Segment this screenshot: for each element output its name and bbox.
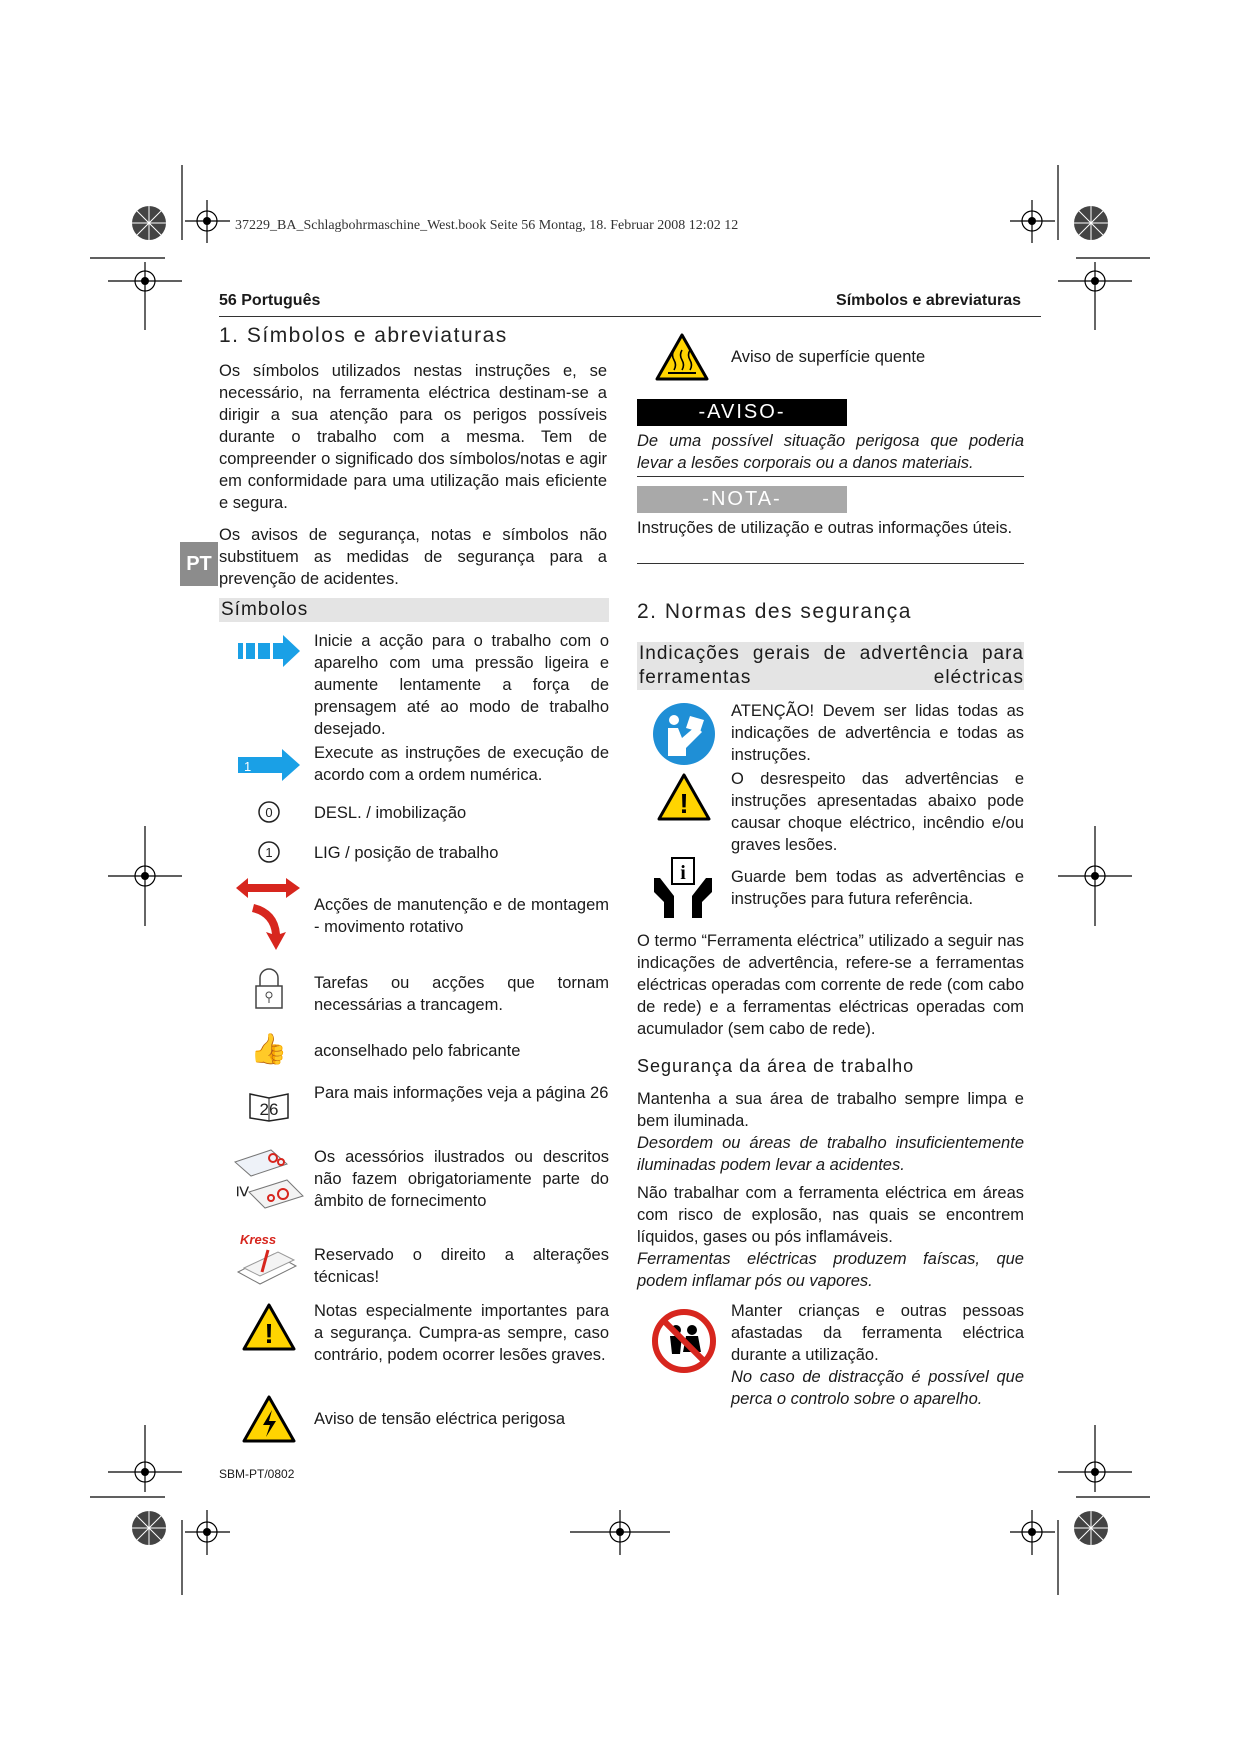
read-manual-icon [652, 702, 716, 771]
symbol-row [219, 1394, 609, 1450]
symbol-text: aconselhado pelo fabricante [314, 1042, 521, 1060]
keep-children-away-note: No caso de distracção é possível que perca o controlo sobre o aparelho. [731, 1368, 1024, 1408]
symbol-row [219, 1082, 609, 1132]
symbol-row [219, 742, 609, 792]
symbol-text: Notas especialmente importantes para a segurança. Cumpra-as sempre, caso contrário, podem ocorrer lesões graves. [314, 1302, 609, 1364]
document-code: SBM-PT/0802 [219, 1467, 295, 1481]
svg-text:Kress: Kress [240, 1232, 277, 1247]
work-area-clean: Mantenha a sua área de trabalho sempre limpa e bem iluminada. [637, 1090, 1024, 1130]
hot-surface-icon [654, 332, 710, 387]
symbol-text: Os acessórios ilustrados ou descritos não fazem obrigatoriamente parte do âmbito de fornecimento [314, 1148, 609, 1210]
svg-text:0: 0 [265, 805, 273, 820]
symbol-row [219, 876, 609, 956]
book-file-line: 37229_BA_Schlagbohrmaschine_West.book Seite 56 Montag, 18. Februar 2008 12:02 12 [235, 218, 739, 233]
on-icon [219, 840, 319, 864]
high-voltage-icon [219, 1394, 319, 1444]
warning-disregard: O desrespeito das advertências e instruções apresentadas abaixo pode causar choque eléctrico, incêndio e/ou graves lesões. [731, 770, 1024, 854]
thumbs-up-icon: 👍 [250, 1033, 288, 1066]
accessories-icon [219, 1142, 319, 1218]
symbol-row [219, 1032, 609, 1072]
symbol-row [219, 1142, 609, 1224]
symbol-text: DESL. / imobilização [314, 804, 467, 822]
off-icon [219, 800, 319, 824]
symbol-text: Tarefas ou acções que tornam necessárias a trancagem. [314, 974, 609, 1014]
no-children-icon [651, 1308, 717, 1379]
explosive-areas-note: Ferramentas eléctricas produzem faíscas, que podem inflamar pós ou vapores. [637, 1250, 1024, 1290]
nota-text: Instruções de utilização e outras informações úteis. [637, 519, 1013, 537]
symbol-text: Inicie a acção para o trabalho com o aparelho com uma pressão ligeira e aumente lentamente a força de prensagem até ao modo de trabalho desejado. [314, 632, 609, 738]
svg-text:i: i [680, 862, 686, 884]
symbol-row [219, 1300, 609, 1390]
aviso-label: -AVISO- [637, 399, 847, 426]
symbol-row [219, 800, 609, 830]
header-section-title: Símbolos e abreviaturas [836, 292, 1021, 309]
power-tool-term: O termo “Ferramenta eléctrica” utilizado a seguir nas indicações de advertência, refere-se a ferramentas eléctricas operadas com corrente de rede (com cabo de rede) e a ferramentas eléctricas operadas com acumulador (sem cabo de rede). [637, 932, 1024, 1038]
warning-triangle-icon [656, 772, 712, 827]
padlock-icon [219, 966, 319, 1010]
aviso-rule [637, 476, 1024, 477]
section1-title: 1. Símbolos e abreviaturas [219, 324, 508, 347]
language-tab: PT [180, 542, 218, 586]
work-area-heading: Segurança da área de trabalho [637, 1056, 915, 1076]
svg-text:1: 1 [265, 845, 273, 860]
explosive-areas: Não trabalhar com a ferramenta eléctrica em áreas com risco de explosão, nas quais se encontrem líquidos, gases ou pós inflamáveis. [637, 1184, 1024, 1246]
svg-text:≥: ≥ [232, 1186, 254, 1197]
symbol-row [219, 966, 609, 1016]
nota-label: -NOTA- [637, 486, 847, 513]
numbered-arrow-icon [219, 748, 319, 782]
svg-text:26: 26 [259, 1100, 279, 1119]
svg-text:!: ! [264, 1318, 274, 1349]
header-page-language: 56 Português [219, 292, 321, 309]
rotation-arrow-icon [219, 876, 319, 952]
symbol-row [219, 630, 609, 740]
symbols-heading: Símbolos [219, 598, 609, 622]
warning-keep: Guarde bem todas as advertências e instruções para futura referência. [731, 868, 1024, 908]
arrow-step-number: 1 [244, 759, 252, 774]
warning-triangle-icon [219, 1302, 319, 1352]
section1-safety-note: Os avisos de segurança, notas e símbolos não substituem as medidas de segurança para a prevenção de acidentes. [219, 526, 607, 588]
symbol-row [219, 1232, 609, 1292]
nota-rule [637, 563, 1024, 564]
general-warnings-heading: Indicações gerais de advertência para ferramentas eléctricas [639, 643, 1024, 688]
symbol-text: Aviso de tensão eléctrica perigosa [314, 1410, 566, 1428]
work-area-clean-note: Desordem ou áreas de trabalho insuficientemente iluminadas podem levar a acidentes. [637, 1134, 1024, 1174]
symbol-text: Execute as instruções de execução de acordo com a ordem numérica. [314, 744, 609, 784]
symbol-row [219, 840, 609, 870]
book-page-icon [219, 1090, 319, 1122]
hot-surface-text: Aviso de superfície quente [731, 348, 926, 366]
svg-text:!: ! [679, 788, 689, 819]
keep-children-away: Manter crianças e outras pessoas afastadas da ferramenta eléctrica durante a utilização. [731, 1302, 1024, 1364]
aviso-text: De uma possível situação perigosa que poderia levar a lesões corporais ou a danos materiais. [637, 432, 1024, 472]
pressure-arrow-icon [219, 634, 319, 668]
section1-intro: Os símbolos utilizados nestas instruções e, se necessário, na ferramenta eléctrica destinam-se a dirigir a sua atenção para os perigos possíveis durante o trabalho com a mesma. Tem de compreender o significado dos símbolos/notas e agir em conformidade para uma utilização mais eficiente e segura. [219, 362, 607, 512]
kress-documents-icon [219, 1232, 319, 1288]
symbol-text: Reservado o direito a alterações técnicas! [314, 1246, 609, 1286]
symbol-text: LIG / posição de trabalho [314, 844, 499, 862]
warning-read-all: ATENÇÃO! Devem ser lidas todas as indicações de advertência e todas as instruções. [731, 702, 1024, 764]
header-rule [219, 316, 1041, 317]
symbol-text: Para mais informações veja a página 26 [314, 1084, 609, 1102]
keep-instructions-icon [652, 856, 714, 925]
section2-title: 2. Normas des segurança [637, 600, 912, 623]
symbol-text: Acções de manutenção e de montagem - movimento rotativo [314, 896, 609, 936]
